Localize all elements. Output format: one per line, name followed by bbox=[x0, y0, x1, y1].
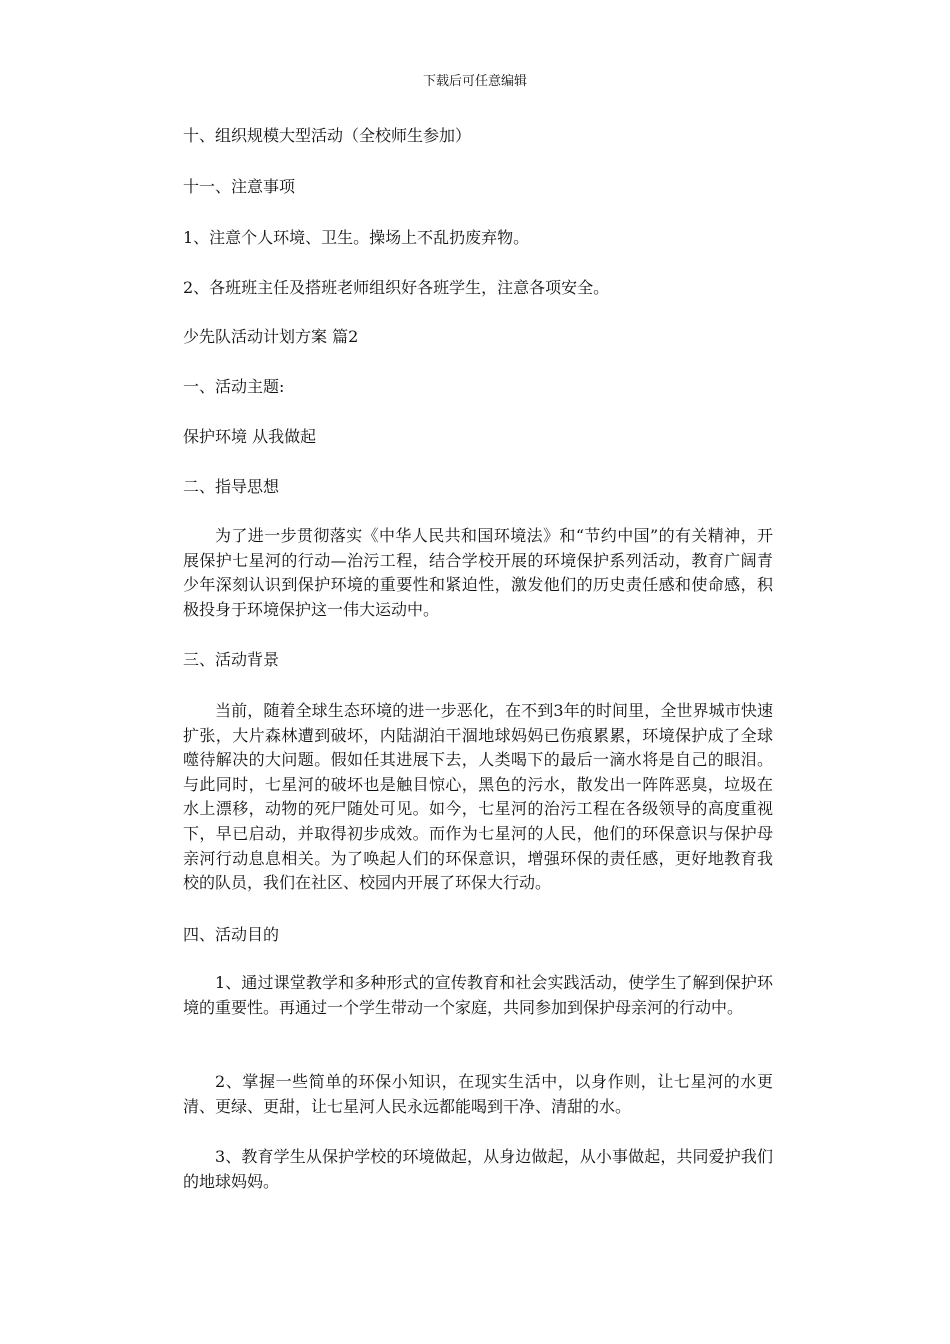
section-heading-guiding: 二、指导思想 bbox=[183, 477, 280, 496]
section-heading-goals: 四、活动目的 bbox=[183, 925, 280, 944]
section-heading-background: 三、活动背景 bbox=[183, 650, 280, 669]
guiding-paragraph: 为了进一步贯彻落实《中华人民共和国环境法》和“节约中国”的有关精神，开展保护七星河的行动—治污工程，结合学校开展的环境保护系列活动，教育广阔青少年深刻认识到保护环境的重要性和紧迫性，激发他们的历史责任感和使命感，积极投身于环境保护这一伟大运动中。 bbox=[183, 526, 773, 619]
section-heading-theme: 一、活动主题: bbox=[183, 377, 285, 396]
page-header: 下载后可任意编辑 bbox=[422, 74, 527, 89]
note-item-1: 1、注意个人环境、卫生。操场上不乱扔废弃物。 bbox=[183, 228, 530, 247]
goal-item-2: 2、掌握一些简单的环保小知识，在现实生活中，以身作则，让七星河的水更清、更绿、更甜，让七星河人民永远都能喝到干净、清甜的水。 bbox=[183, 1072, 773, 1116]
plan-title: 少先队活动计划方案 篇2 bbox=[183, 327, 359, 346]
theme-text: 保护环境 从我做起 bbox=[183, 427, 317, 446]
background-paragraph: 当前，随着全球生态环境的进一步恶化，在不到3年的时间里，全世界城市快速扩张，大片森林遭到破坏，内陆湖泊干涸地球妈妈已伤痕累累，环境保护成了全球噬待解决的大问题。假如任其进展下去，人类喝下的最后一滴水将是自己的眼泪。与此同时，七星河的破坏也是触目惊心，黑色的污水，散发出一阵阵恶臭，垃圾在水上漂移，动物的死尸随处可见。如今，七星河的治污工程在各级领导的高度重视下，早已启动，并取得初步成效。而作为七星河的人民，他们的环保意识与保护母亲河行动息息相关。为了唤起人们的环保意识，增强环保的责任感，更好地教育我校的队员，我们在社区、校园内开展了环保大行动。 bbox=[183, 701, 773, 893]
note-item-2: 2、各班班主任及搭班老师组织好各班学生，注意各项安全。 bbox=[183, 278, 610, 297]
goal-item-3: 3、教育学生从保护学校的环境做起，从身边做起，从小事做起，共同爱护我们的地球妈妈。 bbox=[183, 1147, 773, 1191]
section-heading-10: 十、组织规模大型活动（全校师生参加） bbox=[183, 126, 472, 145]
section-heading-11: 十一、注意事项 bbox=[183, 177, 296, 196]
goal-item-1: 1、通过课堂教学和多种形式的宣传教育和社会实践活动，使学生了解到保护环境的重要性。再通过一个学生带动一个家庭，共同参加到保护母亲河的行动中。 bbox=[183, 973, 773, 1017]
